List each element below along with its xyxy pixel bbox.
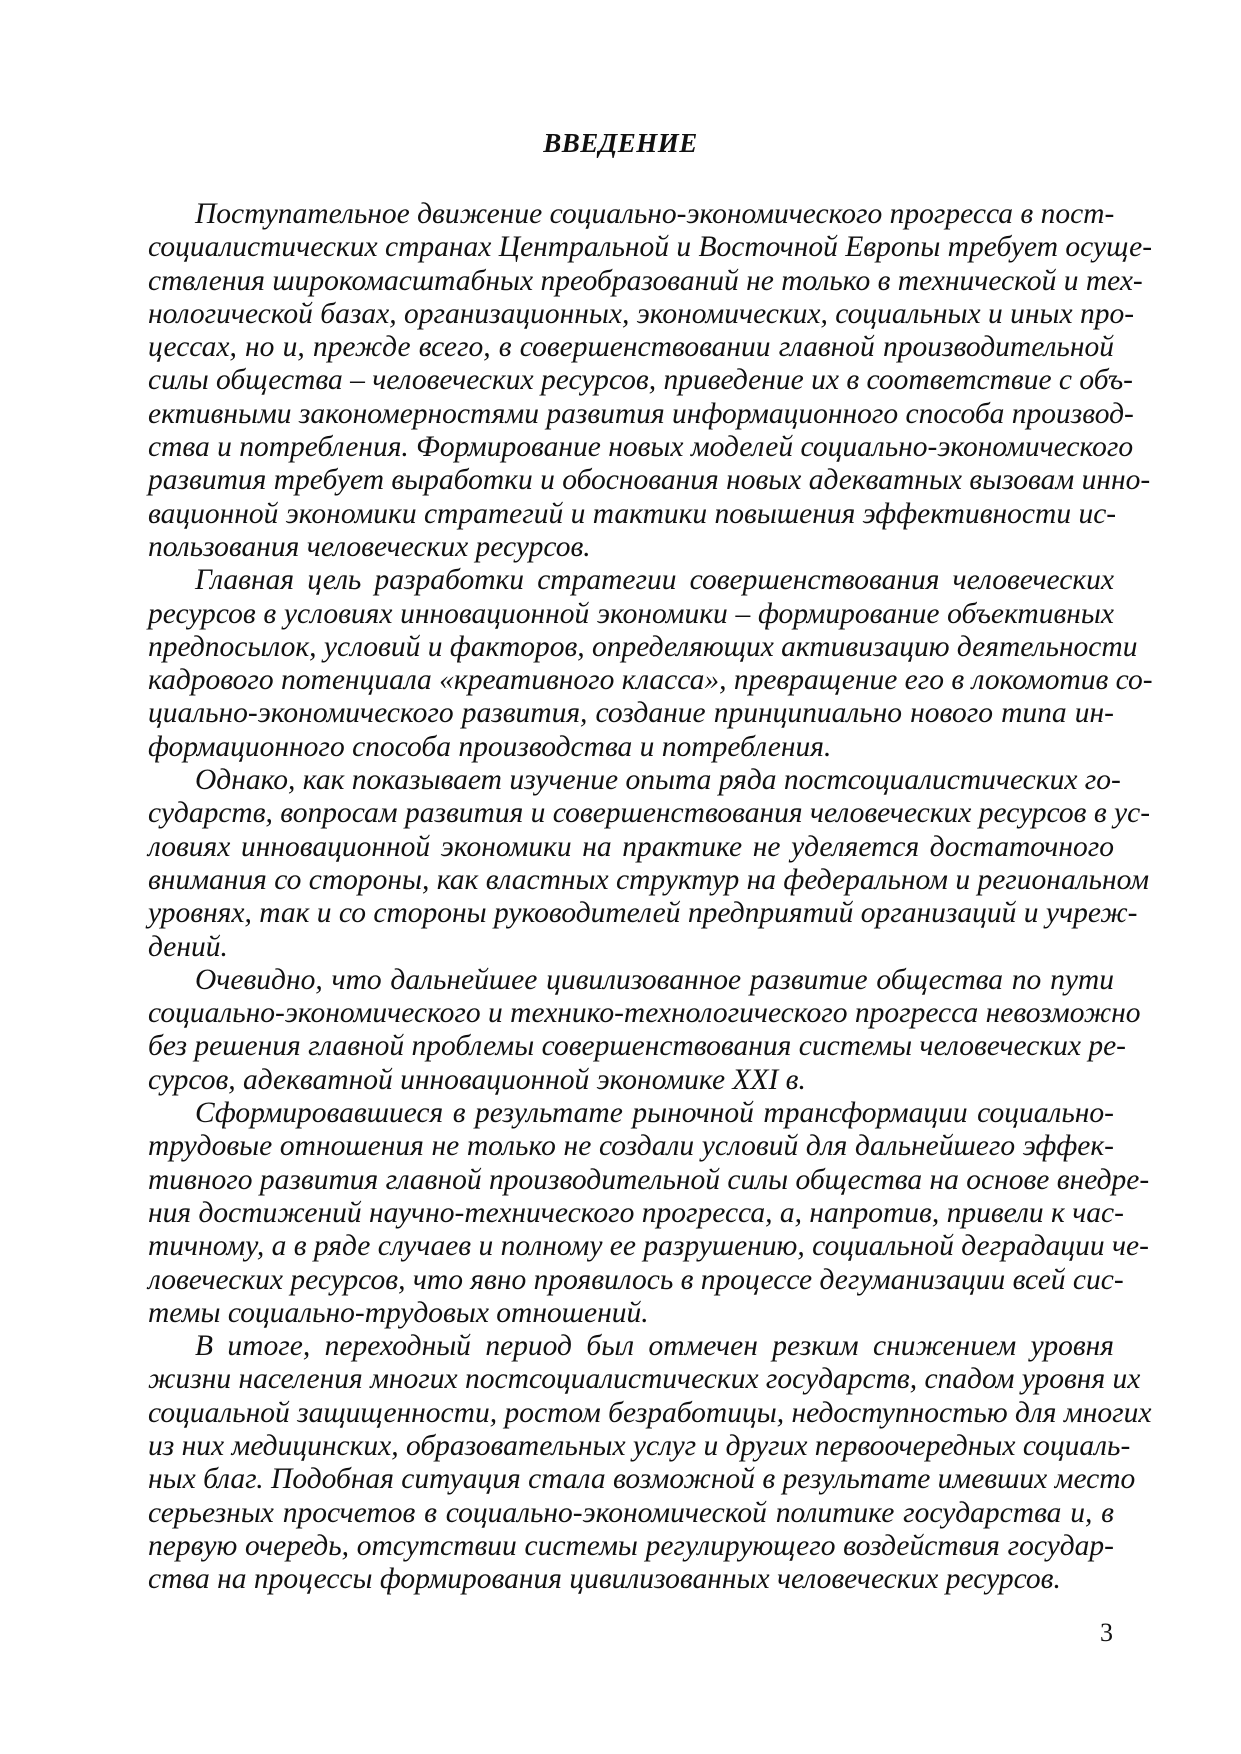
text-line: ства и потребления. Формирование новых моделей социально-экономического	[148, 431, 1134, 464]
text-line: тивного развития главной производительной силы общества на основе внедре-	[148, 1163, 1150, 1196]
text-line: темы социально-трудовых отношений.	[148, 1296, 649, 1329]
text-line: первую очередь, отсутствии системы регулирующего воздействия государ-	[148, 1529, 1114, 1562]
text-line: внимания со стороны, как властных структур на федеральном и региональном	[148, 863, 1150, 896]
text-line: развития требует выработки и обоснования новых адекватных вызовам инно-	[148, 464, 1151, 497]
text-line: цессах, но и, прежде всего, в совершенствовании главной производительной	[148, 331, 1114, 364]
text-line: сурсов, адекватной инновационной экономике XXI в.	[148, 1063, 806, 1096]
text-line: циально-экономического развития, создание принципиально нового типа ин-	[148, 697, 1114, 730]
paragraph-first-line: Однако, как показывает изучение опыта ряда постсоциалистических го-	[195, 764, 1121, 797]
text-line: ных благ. Подобная ситуация стала возможной в результате имевших место	[148, 1463, 1136, 1496]
page-number: 3	[1100, 1618, 1113, 1647]
text-line: ния достижений научно-технического прогресса, а, напротив, привели к час-	[148, 1196, 1124, 1229]
text-line: серьезных просчетов в социально-экономической политике государства и, в	[148, 1496, 1114, 1529]
text-line: социальной защищенности, ростом безработицы, недоступностью для многих	[148, 1396, 1152, 1429]
text-line: социально-экономического и технико-технологического прогресса невозможно	[148, 997, 1141, 1030]
paragraph-first-line: Сформировавшиеся в результате рыночной трансформации социально-	[195, 1097, 1114, 1130]
text-line: тичному, а в ряде случаев и полному ее разрушению, социальной деградации че-	[148, 1230, 1149, 1263]
paragraph-first-line: Главная цель разработки стратегии совершенствования человеческих	[195, 564, 1114, 597]
text-line: сударств, вопросам развития и совершенствования человеческих ресурсов в ус-	[148, 797, 1151, 830]
text-line: формационного способа производства и потребления.	[148, 730, 832, 763]
text-line: социалистических странах Центральной и Восточной Европы требует осуще-	[148, 231, 1153, 264]
section-title: ВВЕДЕНИЕ	[543, 128, 698, 158]
text-line: без решения главной проблемы совершенствования системы человеческих ре-	[148, 1030, 1127, 1063]
text-line: трудовые отношения не только не создали условий для дальнейшего эффек-	[148, 1130, 1114, 1163]
text-line: предпосылок, условий и факторов, определяющих активизацию деятельности	[148, 630, 1138, 663]
text-line: кадрового потенциала «креативного класса», превращение его в локомотив со-	[148, 664, 1153, 697]
text-line: уровнях, так и со стороны руководителей предприятий организаций и учреж-	[148, 897, 1138, 930]
text-line: ловеческих ресурсов, что явно проявилось в процессе дегуманизации всей сис-	[148, 1263, 1124, 1296]
text-line: из них медицинских, образовательных услуг и других первоочередных социаль-	[148, 1429, 1131, 1462]
paragraph-first-line: Очевидно, что дальнейшее цивилизованное развитие общества по пути	[195, 963, 1114, 996]
text-line: ствления широкомасштабных преобразований не только в технической и тех-	[148, 264, 1143, 297]
text-line: вационной экономики стратегий и тактики повышения эффективности ис-	[148, 497, 1117, 530]
paragraph-first-line: В итоге, переходный период был отмечен резким снижением уровня	[195, 1330, 1114, 1363]
text-line: ловиях инновационной экономики на практике не уделяется достаточного	[148, 830, 1114, 863]
text-line: ства на процессы формирования цивилизованных человеческих ресурсов.	[148, 1563, 1061, 1596]
text-line: дений.	[148, 930, 228, 963]
text-line: ресурсов в условиях инновационной экономики – формирование объективных	[148, 597, 1114, 630]
text-line: пользования человеческих ресурсов.	[148, 530, 591, 563]
text-line: силы общества – человеческих ресурсов, приведение их в соответствие с объ-	[148, 364, 1133, 397]
text-line: жизни населения многих постсоциалистических государств, спадом уровня их	[148, 1363, 1141, 1396]
paragraph-first-line: Поступательное движение социально-экономического прогресса в пост-	[195, 198, 1115, 230]
body-text	[148, 198, 1153, 1596]
text-line: нологической базах, организационных, экономических, социальных и иных про-	[148, 297, 1135, 330]
text-line: ективными закономерностями развития информационного способа производ-	[148, 397, 1134, 430]
